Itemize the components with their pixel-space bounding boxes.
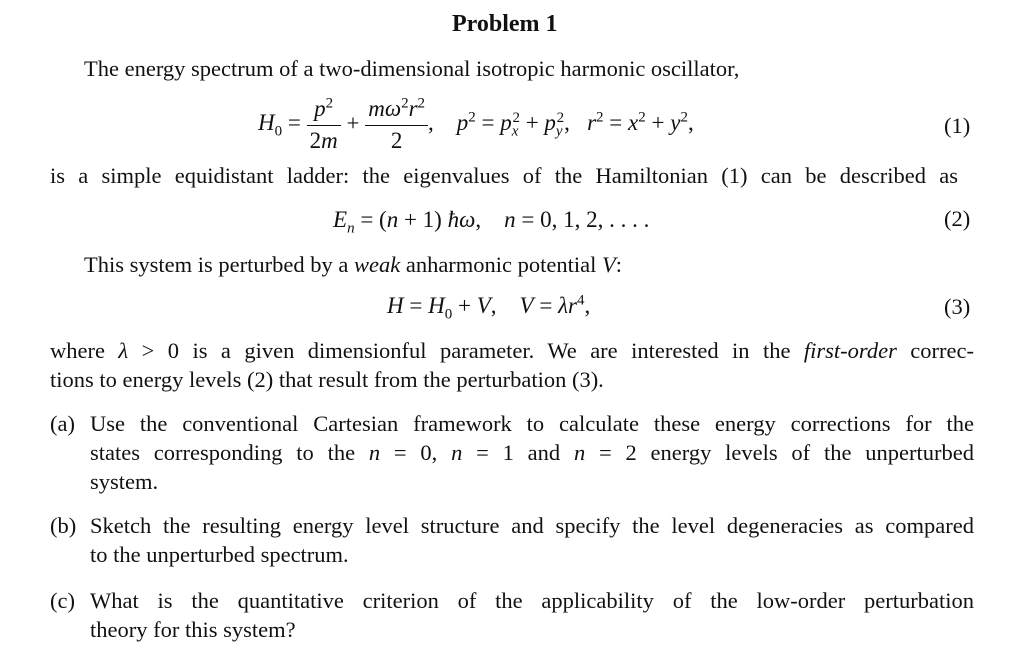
item-a-text-a: states corresponding to the	[90, 440, 369, 465]
equation-1: $H_0$ = $\frac{p^2}{2m}$ + $\frac{m\omega^2r^2}{2}$ , $p^2 = p_x^2 + p_y^2$, $r^2 = x^2 + y^2$,	[258, 95, 694, 153]
intro-text: The energy spectrum of a two-dimensional isotropic harmonic oscillator,	[84, 56, 740, 81]
item-b-marker: (b)	[50, 513, 77, 538]
item-c-marker: (c)	[50, 588, 75, 613]
item-a-line-3: system.	[90, 469, 159, 494]
perturbation-text-before: This system is perturbed by a	[84, 252, 354, 277]
where-line-2: tions to energy levels (2) that result from the perturbation (3).	[50, 367, 604, 392]
item-b-line-1: Sketch the resulting energy level structure and specify the level degeneracies as compared	[90, 513, 974, 538]
where-line-1: where λ > 0 is a given dimensionful parameter. We are interested in the first-order correc-	[50, 338, 974, 363]
equation-3-label: (3)	[944, 294, 971, 319]
equation-2: $E_n = (n + 1)$ ħω, n = 0, 1, 2, . . . .	[333, 207, 650, 237]
item-b-line-2: to the unperturbed spectrum.	[90, 542, 349, 567]
where-text-b: is a given dimensionful parameter. We are interested in the	[179, 338, 804, 363]
item-c-line-1: What is the quantitative criterion of the applicability of the low-order perturbation	[90, 588, 974, 613]
perturbation-emphasis: weak	[353, 252, 401, 277]
equation-3: $H = H_0 + V$, $V = \lambda r^4$,	[387, 292, 591, 323]
where-text-a: where	[50, 338, 119, 363]
item-a-text-b: and	[513, 440, 574, 465]
perturbation-text-after: anharmonic potential	[400, 252, 603, 277]
page-title: Problem 1	[452, 11, 558, 37]
where-emphasis: first-order	[803, 338, 897, 363]
where-text-c: correc-	[896, 338, 974, 363]
equation-2-label: (2)	[944, 206, 971, 231]
item-a-line-2: states corresponding to the n = 0, n = 1 and n = 2 energy levels of the unperturbed	[90, 440, 974, 465]
ladder-text: is a simple equidistant ladder: the eigenvalues of the Hamiltonian (1) can be described as	[50, 163, 958, 188]
item-a-marker: (a)	[50, 411, 75, 436]
item-a-text-c: energy levels of the unperturbed	[636, 440, 974, 465]
equation-1-label: (1)	[944, 113, 971, 138]
item-c-line-2: theory for this system?	[90, 617, 296, 642]
perturbation-text: This system is perturbed by a weak anharmonic potential V:	[84, 252, 623, 277]
item-a-line-1: Use the conventional Cartesian framework to calculate these energy corrections for the	[90, 411, 974, 436]
